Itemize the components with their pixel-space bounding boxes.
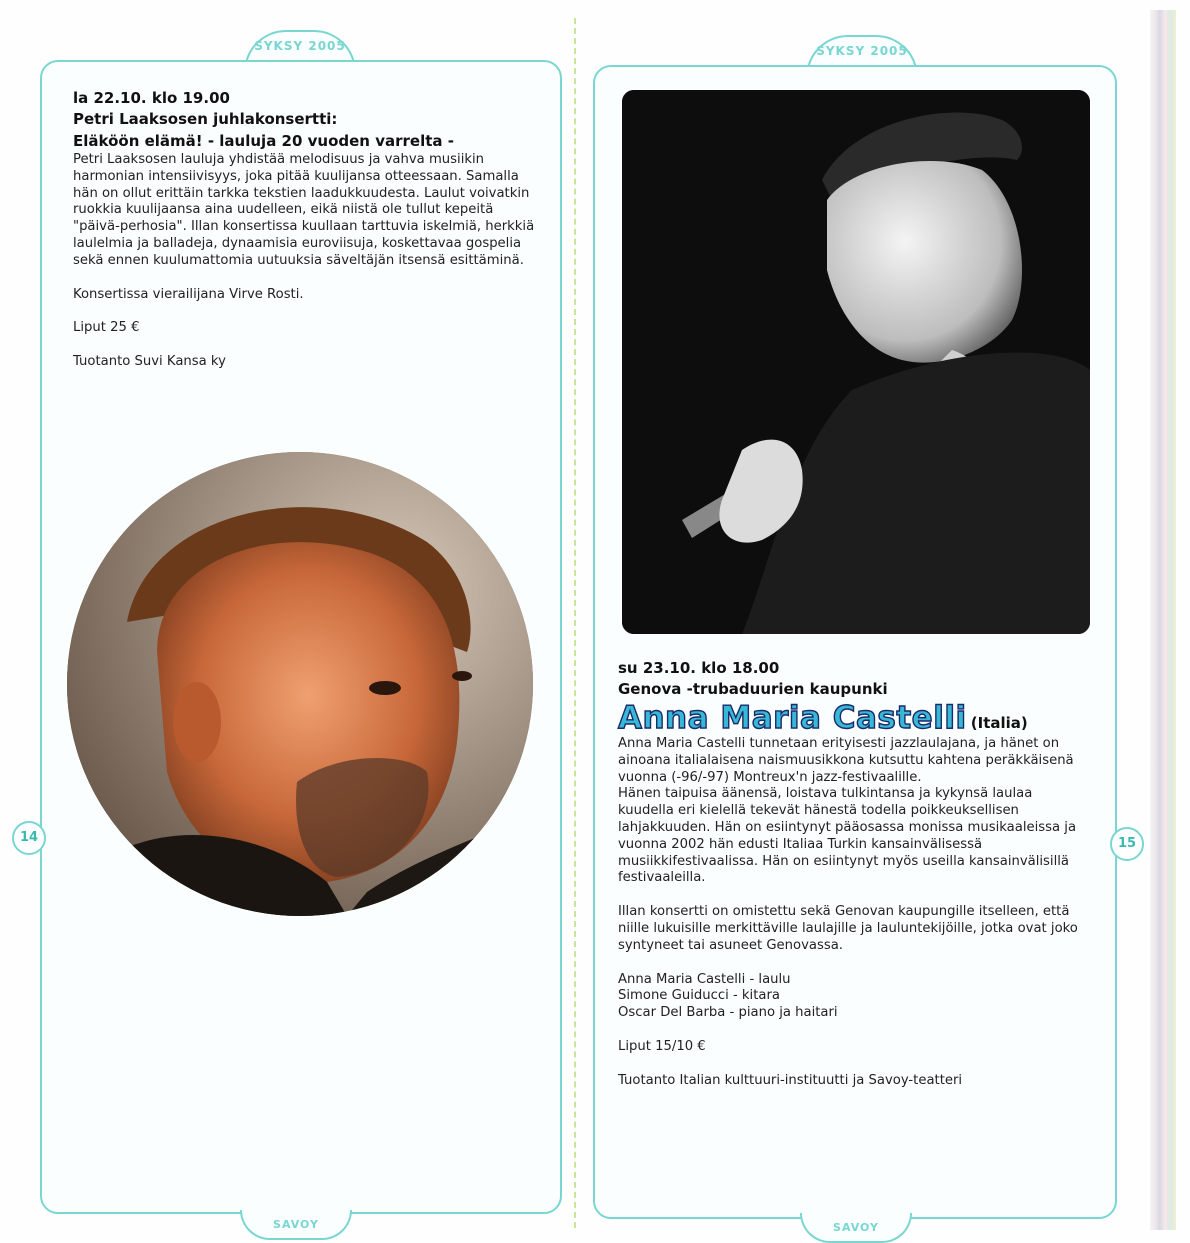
ticket-price: Liput 15/10 €: [618, 1038, 706, 1054]
production-credit: Tuotanto Italian kulttuuri-instituutti ja Savoy-teatteri: [618, 1072, 963, 1088]
artist-name: Anna Maria Castelli: [618, 700, 967, 736]
performer-item: Simone Guiducci - kitara: [618, 988, 780, 1004]
guest-note: Konsertissa vierailijana Virve Rosti.: [73, 286, 304, 302]
concert-dedication: Illan konsertti on omistettu sekä Genovan kaupungille itselleen, että niille lukuisille merkittäville laulajille ja lauluntekijöille, jotka ovat joko syntyneet tai asuneet Genovassa.: [618, 904, 1078, 953]
left-event-text: [73, 88, 543, 371]
ticket-price: Liput 25 €: [73, 320, 140, 336]
event-subtitle: Eläköön elämä! - lauluja 20 vuoden varrelta -: [73, 132, 454, 150]
season-badge-right: SYKSY 2005: [806, 35, 918, 77]
event-title: Petri Laaksosen juhlakonsertti:: [73, 110, 338, 128]
page-edge: [1150, 10, 1166, 1230]
right-event-text: [618, 658, 1088, 1090]
event-date: su 23.10. klo 18.00: [618, 659, 780, 677]
event-date: la 22.10. klo 19.00: [73, 89, 230, 107]
event-description: Petri Laaksosen lauluja yhdistää melodisuus ja vahva musiikin harmonian intensiivisyys, joka pitää kuulijansa otteessaan. Samalla hän on ollut erittäin tarkka tekstien laadukkuudesta. Laulut voivatkin ruokkia kuulijaansa aina uudelleen, eikä niistä ole tullut kepeitä "päivä-perhosia". Illan konsertissa kuullaan tarttuvia iskelmiä, herkkiä laulelmia ja balladeja, dynaamisia euroviisuja, koskettavaa gospelia sekä ennen kuulumattomia uutuuksia säveltäjän itsensä esittäminä.: [73, 152, 535, 268]
production-credit: Tuotanto Suvi Kansa ky: [73, 354, 226, 370]
artist-bio-2: Hänen taipuisa äänensä, loistava tulkintansa ja kykynsä laulaa kuudella eri kielellä tekevät hänestä todella poikkeuksellisen lahjakkuuden. Hän on esiintynyt pääosassa monissa musikaaleissa ja vuonna 2002 hän edusti Italiaa Turkin kansainvälisessä musiikkifestivaalissa. Hän on esiintynyt myös useilla kansainvälisillä festivaaleilla.: [618, 786, 1077, 886]
performer-item: Anna Maria Castelli - laulu: [618, 971, 791, 987]
performer-photo-right: [622, 90, 1090, 634]
performer-item: Oscar Del Barba - piano ja haitari: [618, 1005, 838, 1021]
venue-badge-left: SAVOY: [240, 1210, 352, 1240]
performer-portrait-left: [67, 452, 533, 916]
artist-heading: [618, 700, 1088, 736]
portrait-illustration: [67, 452, 533, 916]
venue-badge-right: SAVOY: [800, 1213, 912, 1243]
photo-illustration: [622, 90, 1090, 634]
artist-bio-1: Anna Maria Castelli tunnetaan erityisesti jazzlaulajana, ja hänet on ainoana italialaisena naismuusikkona kutsuttu kahtena peräkkäisenä vuonna (-96/-97) Montreux'n jazz-festivaalille.: [618, 736, 1074, 785]
season-badge-left: SYKSY 2005: [244, 30, 356, 72]
page-number-left: 14: [12, 821, 46, 855]
event-subtitle: Genova -trubaduurien kaupunki: [618, 680, 888, 698]
performer-list: [618, 972, 1088, 1022]
center-fold-line: [574, 18, 576, 1228]
artist-country: (Italia): [970, 714, 1028, 732]
page-edge-color: [1166, 10, 1176, 1230]
page-number-right: 15: [1110, 827, 1144, 861]
